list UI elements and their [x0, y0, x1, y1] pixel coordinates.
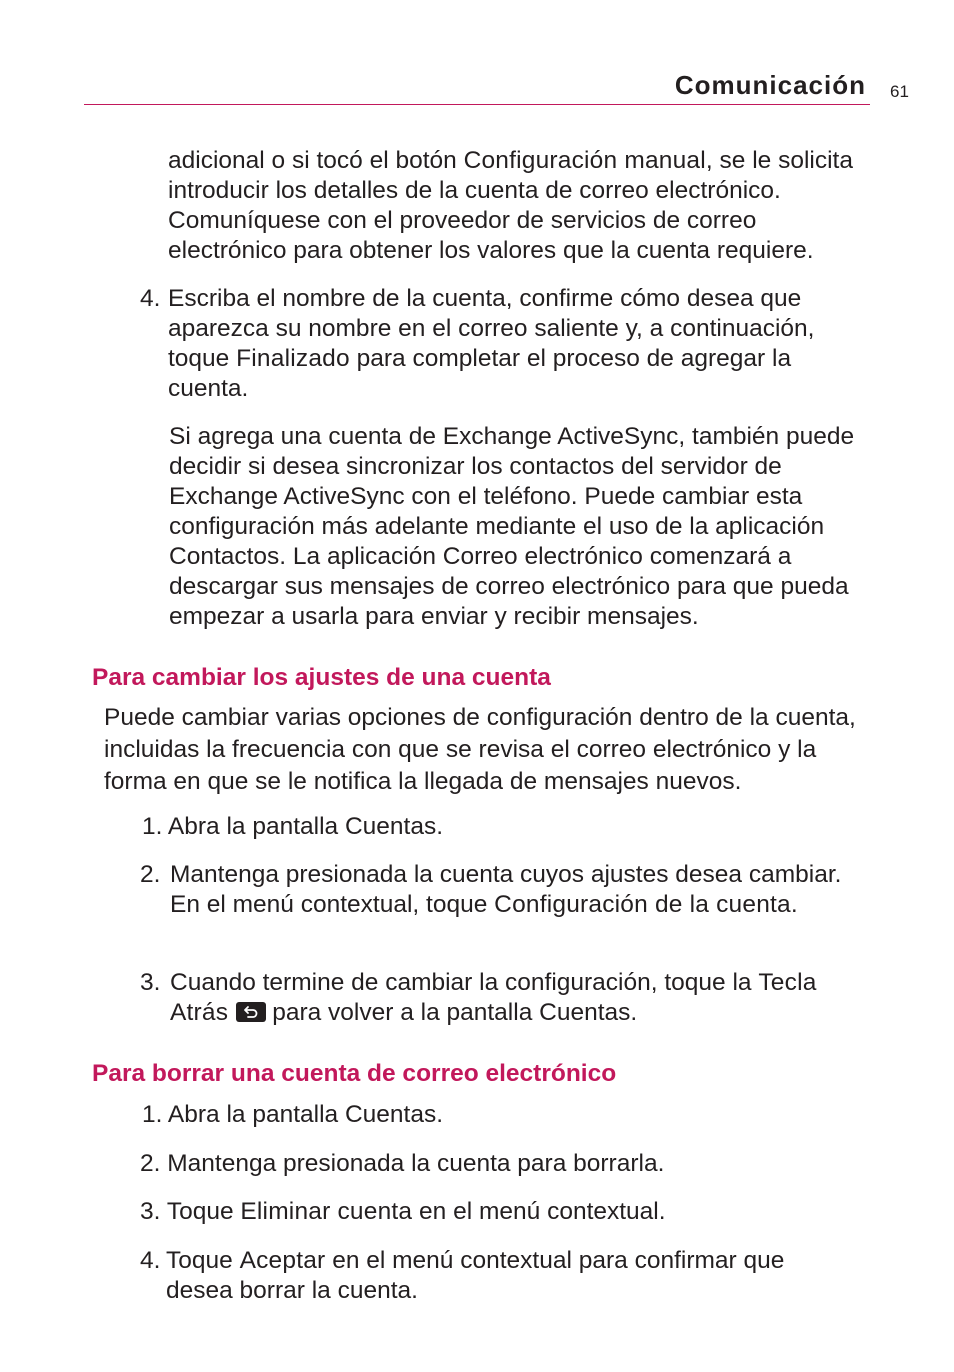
- back-key-ref: Tecla Atrás: [170, 969, 817, 1026]
- exchange-note: Si agrega una cuenta de Exchange ActiveSync, también puede decidir si desea sincronizar los contactos del servidor de Exchange ActiveSync con el teléfono. Puede cambiar esta configuración más adelante mediante el uso de la aplicación Contactos. La aplicación Correo electrónico comenzará a descargar sus mensajes de correo electrónico para que pueda empezar a usarla para enviar y recibir mensajes.: [169, 423, 855, 630]
- manual-config-button-ref: Configuración manual: [463, 147, 706, 174]
- step-number: 2.: [140, 1150, 161, 1177]
- step-text-1: Toque: [166, 1198, 241, 1225]
- page-title: Comunicación: [674, 70, 866, 100]
- step-4-text-2: para completar el proceso de agregar la cuenta.: [168, 345, 792, 402]
- step-text-1: Mantenga presionada la cuenta cuyos ajustes desea cambiar. En el menú contextual, toque: [170, 861, 842, 918]
- step-number: 2.: [140, 861, 161, 888]
- step-text-2: .: [790, 891, 798, 918]
- delete-account-ref: Eliminar cuenta: [240, 1198, 413, 1225]
- step-text-2: en el menú contextual para confirmar que desea borrar la cuenta.: [166, 1247, 785, 1304]
- step-text-1: Toque: [166, 1247, 240, 1274]
- step-number: 3.: [140, 1198, 161, 1225]
- page-number: 61: [890, 82, 909, 101]
- section-2-step-1: [142, 1100, 842, 1130]
- intro-text-1: adicional o si tocó el botón: [168, 147, 464, 174]
- section-1-intro: Puede cambiar varias opciones de configuración dentro de la cuenta, incluidas la frecuencia con que se revisa el correo electrónico y la forma en que se le notifica la llegada de mensajes nuevos.: [104, 704, 856, 795]
- step-4: [140, 284, 840, 404]
- section-1-step-3: [140, 968, 852, 1028]
- account-settings-ref: Configuración de la cuenta: [494, 891, 791, 918]
- accept-button-ref: Aceptar: [239, 1247, 326, 1274]
- step-number: 4.: [140, 1247, 161, 1274]
- back-key-icon: [236, 1002, 266, 1022]
- finalize-button-ref: Finalizado: [236, 345, 350, 372]
- section-2-step-2: [140, 1149, 852, 1179]
- section-heading-change-settings: Para cambiar los ajustes de una cuenta: [92, 664, 551, 691]
- section-1-step-2: [140, 860, 852, 920]
- step-4-text-1: Escriba el nombre de la cuenta, confirme cómo desea que aparezca su nombre en el correo saliente y, a continuación, toque: [168, 285, 815, 372]
- step-text: Abra la pantalla Cuentas.: [167, 1101, 444, 1128]
- section-2-step-4: [140, 1246, 840, 1306]
- step-number: 4.: [140, 285, 161, 312]
- step-text-1: Cuando termine de cambiar la configuración, toque la: [170, 969, 759, 996]
- intro-paragraph: [168, 146, 868, 266]
- step-text: Abra la pantalla Cuentas.: [167, 813, 444, 840]
- intro-text-2: , se le solicita introducir los detalles de la cuenta de correo electrónico. Comuníquese con el proveedor de servicios de correo electrónico para obtener los valores que la cuenta requiere.: [168, 147, 853, 264]
- step-number: 1.: [142, 1101, 163, 1128]
- page-header: [84, 64, 870, 105]
- step-number: 1.: [142, 813, 163, 840]
- section-2-step-3: [140, 1197, 852, 1227]
- step-text-2: en el menú contextual.: [412, 1198, 666, 1225]
- step-number: 3.: [140, 969, 161, 996]
- section-heading-delete-account: Para borrar una cuenta de correo electrónico: [92, 1060, 617, 1087]
- section-1-step-1: [142, 812, 842, 842]
- step-text: Mantenga presionada la cuenta para borrarla.: [167, 1150, 665, 1177]
- step-text-2: para volver a la pantalla Cuentas.: [272, 999, 638, 1026]
